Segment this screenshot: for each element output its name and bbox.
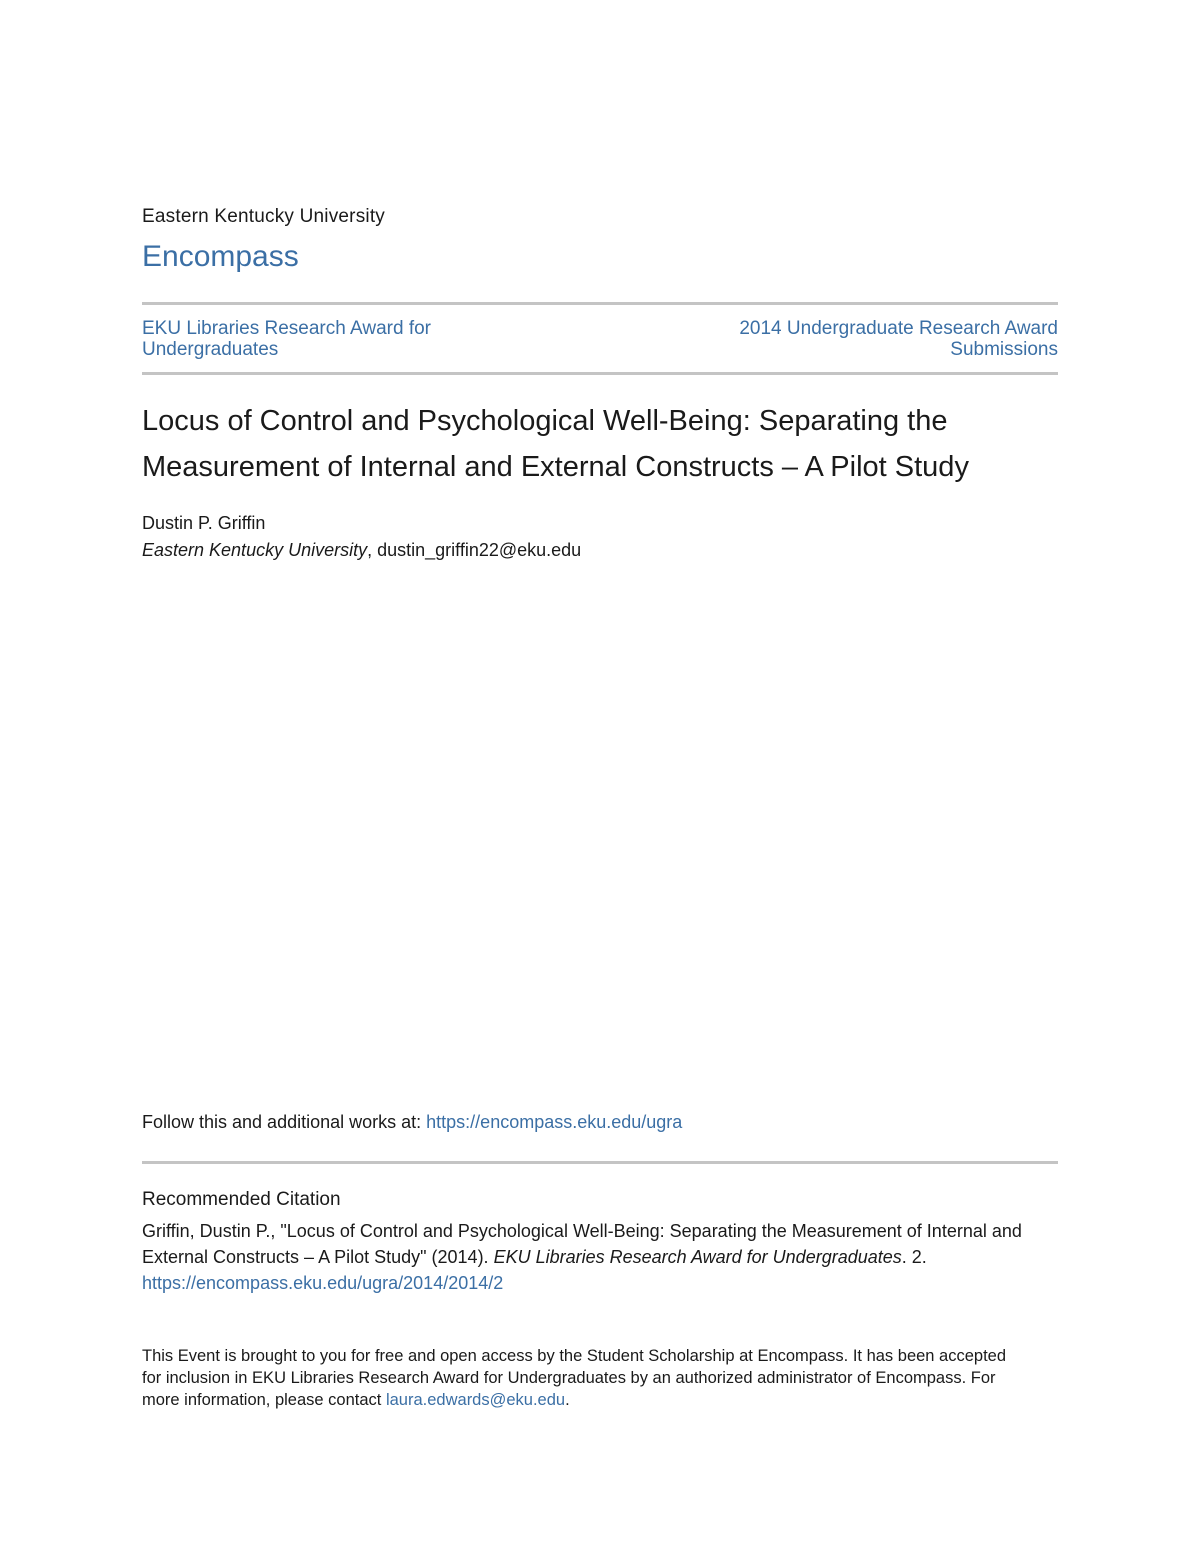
cover-page — [142, 0, 1058, 1553]
recommended-citation-heading: Recommended Citation — [142, 1189, 341, 1210]
article-title: Locus of Control and Psychological Well-Being: Separating the Measurement of Internal and External Constructs – A Pilot Study — [142, 405, 969, 483]
author-name: Dustin P. Griffin — [142, 513, 266, 533]
citation-link[interactable]: https://encompass.eku.edu/ugra/2014/2014/2 — [142, 1273, 504, 1293]
affiliation-name: Eastern Kentucky University — [142, 540, 368, 560]
header-bottom-divider — [142, 372, 1058, 375]
citation-text — [142, 1218, 1058, 1296]
follow-link[interactable]: https://encompass.eku.edu/ugra — [426, 1112, 683, 1132]
access-notice — [142, 1345, 1022, 1411]
repository-link[interactable]: Encompass — [142, 240, 299, 273]
citation-start: Griffin, Dustin P., "Locus of Control and Psychological Well-Being: Separating the Measurement of Internal and External Constructs – A Pilot Study" (2014). — [142, 1221, 1022, 1267]
citation-journal: EKU Libraries Research Award for Undergraduates — [493, 1247, 902, 1267]
citation-number: . 2. — [901, 1247, 927, 1267]
institution-name: Eastern Kentucky University — [142, 206, 385, 227]
follow-prefix: Follow this and additional works at: — [142, 1112, 427, 1132]
series-link-left[interactable]: EKU Libraries Research Award for Undergraduates — [142, 318, 431, 360]
contact-email-link[interactable]: laura.edwards@eku.edu — [385, 1391, 566, 1409]
footer-divider — [142, 1161, 1058, 1164]
author-email: , dustin_griffin22@eku.edu — [367, 540, 582, 560]
follow-line — [142, 1112, 682, 1133]
notice-end: . — [565, 1391, 570, 1409]
series-link-right[interactable]: 2014 Undergraduate Research Award Submissions — [739, 318, 1058, 360]
top-divider — [142, 302, 1058, 305]
author-affiliation — [142, 540, 581, 561]
notice-text: This Event is brought to you for free and open access by the Student Scholarship at Encompass. It has been accepted for inclusion in EKU Libraries Research Award for Undergraduates by an authorized administrator of Encompass. For more information, please contact — [142, 1347, 1007, 1409]
